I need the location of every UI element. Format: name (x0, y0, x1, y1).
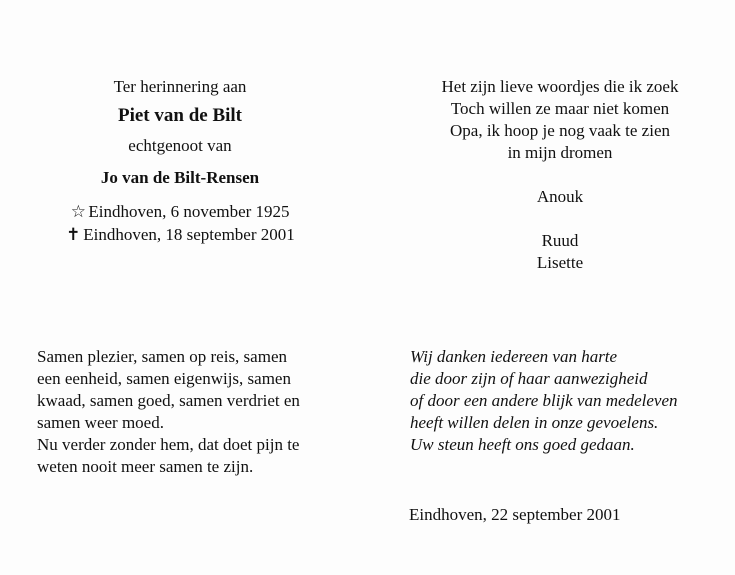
spouse-name: Jo van de Bilt-Rensen (100, 168, 260, 187)
together-line: een eenheid, samen eigenwijs, samen (37, 369, 291, 388)
poem (400, 76, 720, 274)
cross-icon: ✝ (66, 225, 81, 244)
birth-row (30, 200, 330, 223)
together-line: kwaad, samen goed, samen verdriet en (37, 391, 300, 410)
memorial-info (30, 76, 330, 246)
spouse-label: echtgenoot van (128, 136, 232, 155)
thanks-line: die door zijn of haar aanwezigheid (410, 369, 648, 388)
poem-line: Toch willen ze maar niet komen (450, 99, 670, 118)
star-icon: ☆ (70, 202, 87, 221)
signer-name: Lisette (536, 253, 584, 272)
thanks-line: heeft willen delen in onze gevoelens. (410, 413, 659, 432)
thanks-line: Wij danken iedereen van harte (410, 347, 618, 366)
thanks-text (410, 346, 720, 456)
together-line: samen weer moed. (37, 413, 164, 432)
poem-line: in mijn dromen (507, 143, 613, 162)
intro-text: Ter herinnering aan (113, 77, 247, 96)
death-row (30, 223, 330, 246)
deceased-name: Piet van de Bilt (117, 105, 243, 126)
thanks-line: of door een andere blijk van medeleven (410, 391, 678, 410)
poem-line: Opa, ik hoop je nog vaak te zien (450, 121, 670, 140)
together-line: Nu verder zonder hem, dat doet pijn te (37, 435, 300, 454)
together-text (37, 346, 337, 478)
closing-date: Eindhoven, 22 september 2001 (409, 505, 621, 524)
poem-line: Het zijn lieve woordjes die ik zoek (441, 77, 679, 96)
together-line: Samen plezier, samen op reis, samen (37, 347, 287, 366)
thanks-line: Uw steun heeft ons goed gedaan. (410, 435, 635, 454)
death-text: Eindhoven, 18 september 2001 (83, 225, 295, 244)
together-line: weten nooit meer samen te zijn. (37, 457, 254, 476)
dates (30, 200, 330, 246)
signer-name: Ruud (541, 231, 579, 250)
signer-name: Anouk (536, 187, 584, 206)
birth-text: Eindhoven, 6 november 1925 (88, 202, 290, 221)
